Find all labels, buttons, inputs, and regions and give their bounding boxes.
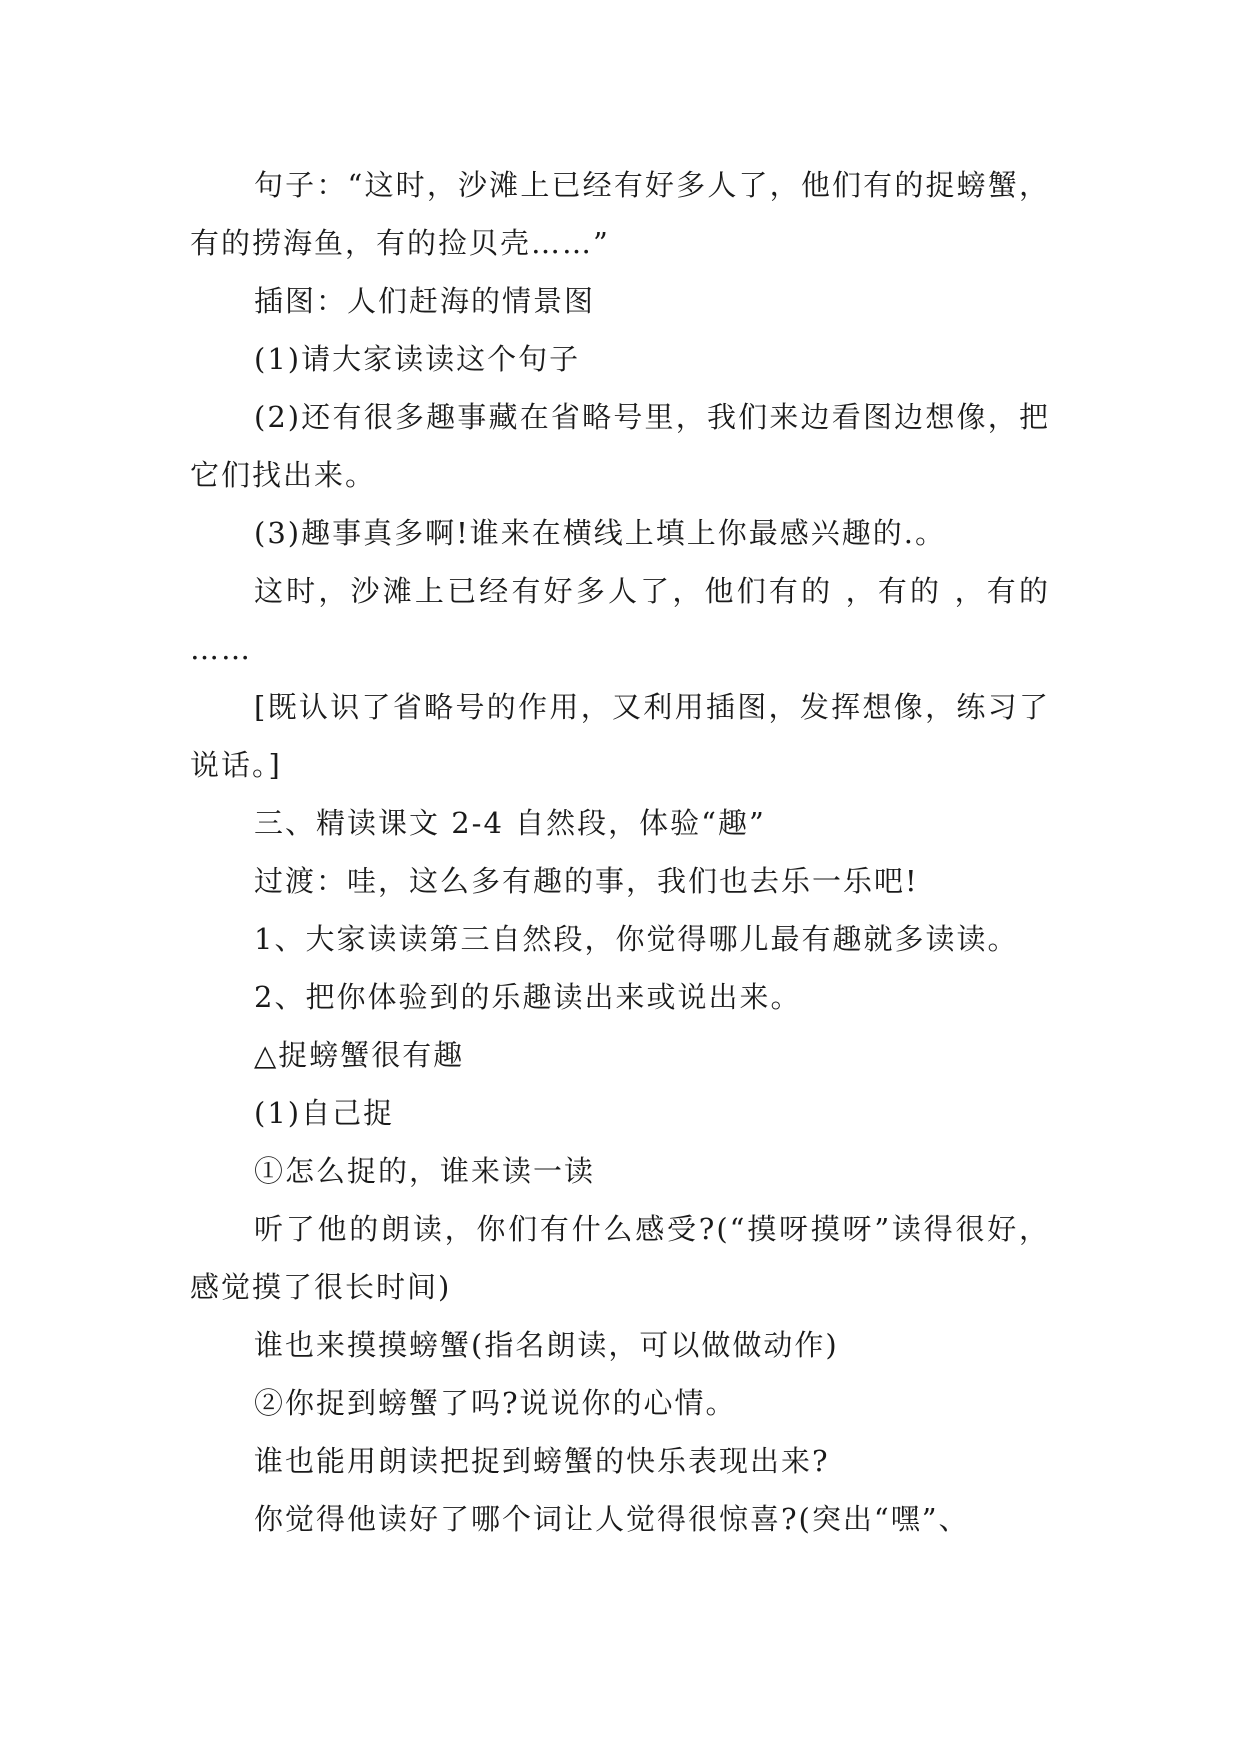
paragraph: △捉螃蟹很有趣 xyxy=(254,1038,465,1072)
paragraph: 听了他的朗读，你们有什么感受?(“摸呀摸呀”读得很好，感觉摸了很长时间) xyxy=(190,1212,1050,1304)
paragraph: 这时，沙滩上已经有好多人了，他们有的 ，有的 ，有的 …… xyxy=(190,574,1050,666)
paragraph: 2、把你体验到的乐趣读出来或说出来。 xyxy=(254,980,802,1014)
paragraph: 谁也来摸摸螃蟹(指名朗读，可以做做动作) xyxy=(254,1328,839,1362)
paragraph: (2)还有很多趣事藏在省略号里，我们来边看图边想像，把它们找出来。 xyxy=(190,400,1050,492)
paragraph: (1)请大家读读这个句子 xyxy=(254,342,581,376)
paragraph: 1、大家读读第三自然段，你觉得哪儿最有趣就多读读。 xyxy=(254,922,1019,956)
section-heading: 三、精读课文 2-4 自然段，体验“趣” xyxy=(254,806,766,840)
paragraph: (1)自己捉 xyxy=(254,1096,395,1130)
paragraph: ②你捉到螃蟹了吗?说说你的心情。 xyxy=(254,1386,737,1420)
paragraph: 插图：人们赶海的情景图 xyxy=(254,284,596,318)
paragraph: 谁也能用朗读把捉到螃蟹的快乐表现出来? xyxy=(254,1444,830,1478)
paragraph: [既认识了省略号的作用，又利用插图，发挥想像，练习了说话。] xyxy=(190,690,1050,782)
paragraph: (3)趣事真多啊!谁来在横线上填上你最感兴趣的.。 xyxy=(254,516,946,550)
paragraph: 你觉得他读好了哪个词让人觉得很惊喜?(突出“嘿”、 xyxy=(254,1502,970,1536)
document-body xyxy=(190,156,1050,1548)
paragraph: 句子：“这时，沙滩上已经有好多人了，他们有的捉螃蟹，有的捞海鱼，有的捡贝壳……” xyxy=(190,168,1050,260)
paragraph: 过渡：哇，这么多有趣的事，我们也去乐一乐吧! xyxy=(254,864,919,898)
paragraph: ①怎么捉的，谁来读一读 xyxy=(254,1154,596,1188)
